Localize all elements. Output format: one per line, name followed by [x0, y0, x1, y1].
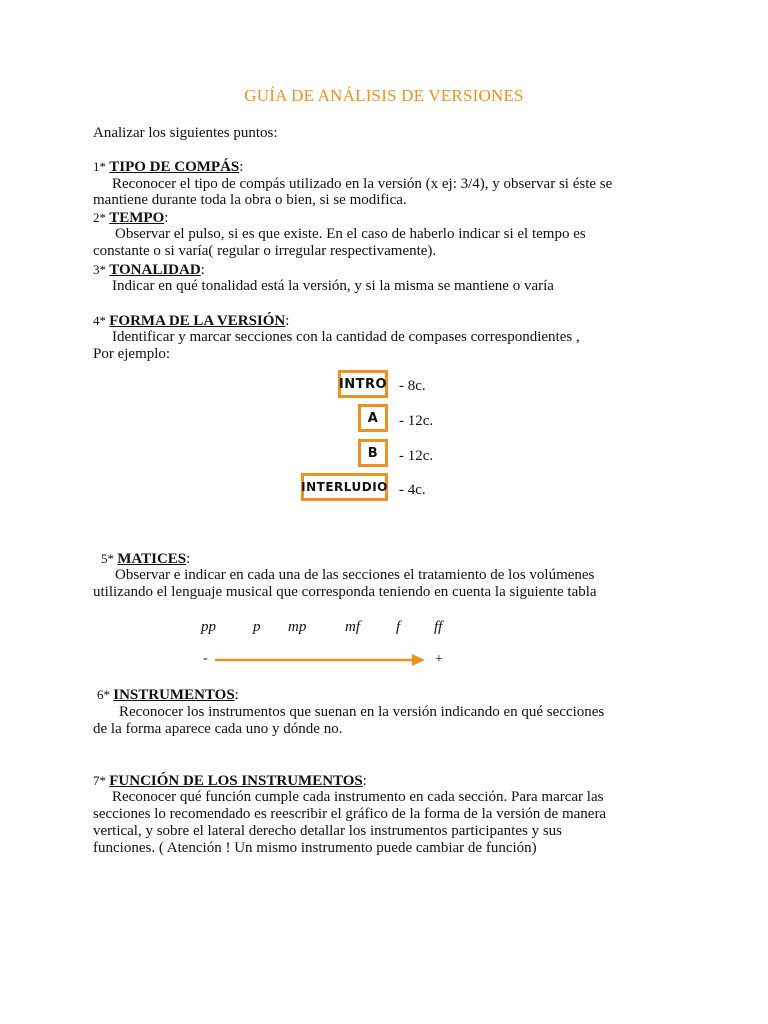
- section-1-body-1: Reconocer el tipo de compás utilizado en la versión (x ej: 3/4), y observar si éste se: [112, 176, 613, 192]
- section-4-number: 4*: [93, 313, 110, 328]
- section-2-number: 2*: [93, 210, 110, 225]
- document-title: GUÍA DE ANÁLISIS DE VERSIONES: [244, 86, 524, 105]
- section-4-colon: :: [285, 313, 290, 329]
- section-2-colon: :: [164, 210, 169, 226]
- form-length-interludio: - 4c.: [399, 482, 426, 498]
- form-length-a: - 12c.: [399, 413, 434, 429]
- section-2-body-1: Observar el pulso, si es que existe. En el caso de haberlo indicar si el tempo es: [115, 226, 586, 242]
- volume-arrow-head: [412, 654, 425, 666]
- section-3-heading-line: [93, 261, 205, 279]
- dynamic-ff: ff: [434, 619, 443, 635]
- section-3-heading: TONALIDAD: [109, 262, 201, 278]
- form-box-intro: INTRO: [338, 370, 388, 398]
- section-3-colon: :: [200, 262, 205, 278]
- section-4-body-2: Por ejemplo:: [93, 346, 171, 362]
- section-6-heading: INSTRUMENTOS: [113, 687, 235, 703]
- dynamic-mp: mp: [288, 619, 307, 635]
- volume-max-sign: +: [435, 652, 443, 667]
- section-3-number: 3*: [93, 262, 110, 277]
- section-1-heading: TIPO DE COMPÁS: [109, 159, 240, 175]
- section-6-colon: :: [234, 687, 239, 703]
- section-1-body-2: mantiene durante toda la obra o bien, si se modifica.: [93, 192, 407, 208]
- intro-text: Analizar los siguientes puntos:: [93, 125, 278, 141]
- section-1-heading-line: [93, 158, 243, 176]
- section-7-body-3: vertical, y sobre el lateral derecho detallar los instrumentos participantes y sus: [93, 823, 563, 839]
- form-length-intro: - 8c.: [399, 378, 426, 394]
- form-box-a: A: [358, 404, 388, 432]
- section-5-number: 5*: [101, 551, 118, 566]
- section-7-body-2: secciones lo recomendado es reescribir el gráfico de la forma de la versión de manera: [93, 806, 607, 822]
- form-length-b: - 12c.: [399, 448, 434, 464]
- section-5-body-2: utilizando el lenguaje musical que corresponda teniendo en cuenta la siguiente tabla: [93, 584, 597, 600]
- section-5-body-1: Observar e indicar en cada una de las secciones el tratamiento de los volúmenes: [115, 567, 595, 583]
- section-4-heading-line: [93, 312, 289, 330]
- dynamic-mf: mf: [345, 619, 360, 635]
- form-box-b: B: [358, 439, 388, 467]
- section-7-body-4: funciones. ( Atención ! Un mismo instrumento puede cambiar de función): [93, 840, 537, 856]
- section-2-heading: TEMPO: [109, 210, 165, 226]
- dynamic-f: f: [396, 619, 401, 635]
- section-4-heading: FORMA DE LA VERSIÓN: [109, 313, 286, 329]
- section-6-body-1: Reconocer los instrumentos que suenan en la versión indicando en qué secciones: [119, 704, 605, 720]
- section-7-number: 7*: [93, 773, 110, 788]
- section-4-body-1: Identificar y marcar secciones con la cantidad de compases correspondientes ,: [112, 329, 580, 345]
- section-6-heading-line: [97, 686, 239, 704]
- section-6-number: 6*: [97, 687, 114, 702]
- dynamic-p: p: [253, 619, 261, 635]
- section-7-heading: FUNCIÓN DE LOS INSTRUMENTOS: [109, 773, 363, 789]
- section-1-colon: :: [239, 159, 244, 175]
- dynamic-pp: pp: [201, 619, 216, 635]
- form-box-interludio: INTERLUDIO: [301, 473, 388, 501]
- section-1-number: 1*: [93, 159, 110, 174]
- section-5-colon: :: [186, 551, 191, 567]
- section-6-body-2: de la forma aparece cada uno y dónde no.: [93, 721, 343, 737]
- section-5-heading: MATICES: [117, 551, 187, 567]
- section-2-heading-line: [93, 209, 168, 227]
- section-2-body-2: constante o si varía( regular o irregular respectivamente).: [93, 243, 437, 259]
- section-7-colon: :: [362, 773, 367, 789]
- volume-arrow: [214, 652, 428, 668]
- section-7-heading-line: [93, 772, 367, 790]
- volume-min-sign: -: [203, 651, 208, 666]
- section-7-body-1: Reconocer qué función cumple cada instrumento en cada sección. Para marcar las: [112, 789, 604, 805]
- section-5-heading-line: [101, 550, 190, 568]
- section-3-body-1: Indicar en qué tonalidad está la versión, y si la misma se mantiene o varía: [112, 278, 554, 294]
